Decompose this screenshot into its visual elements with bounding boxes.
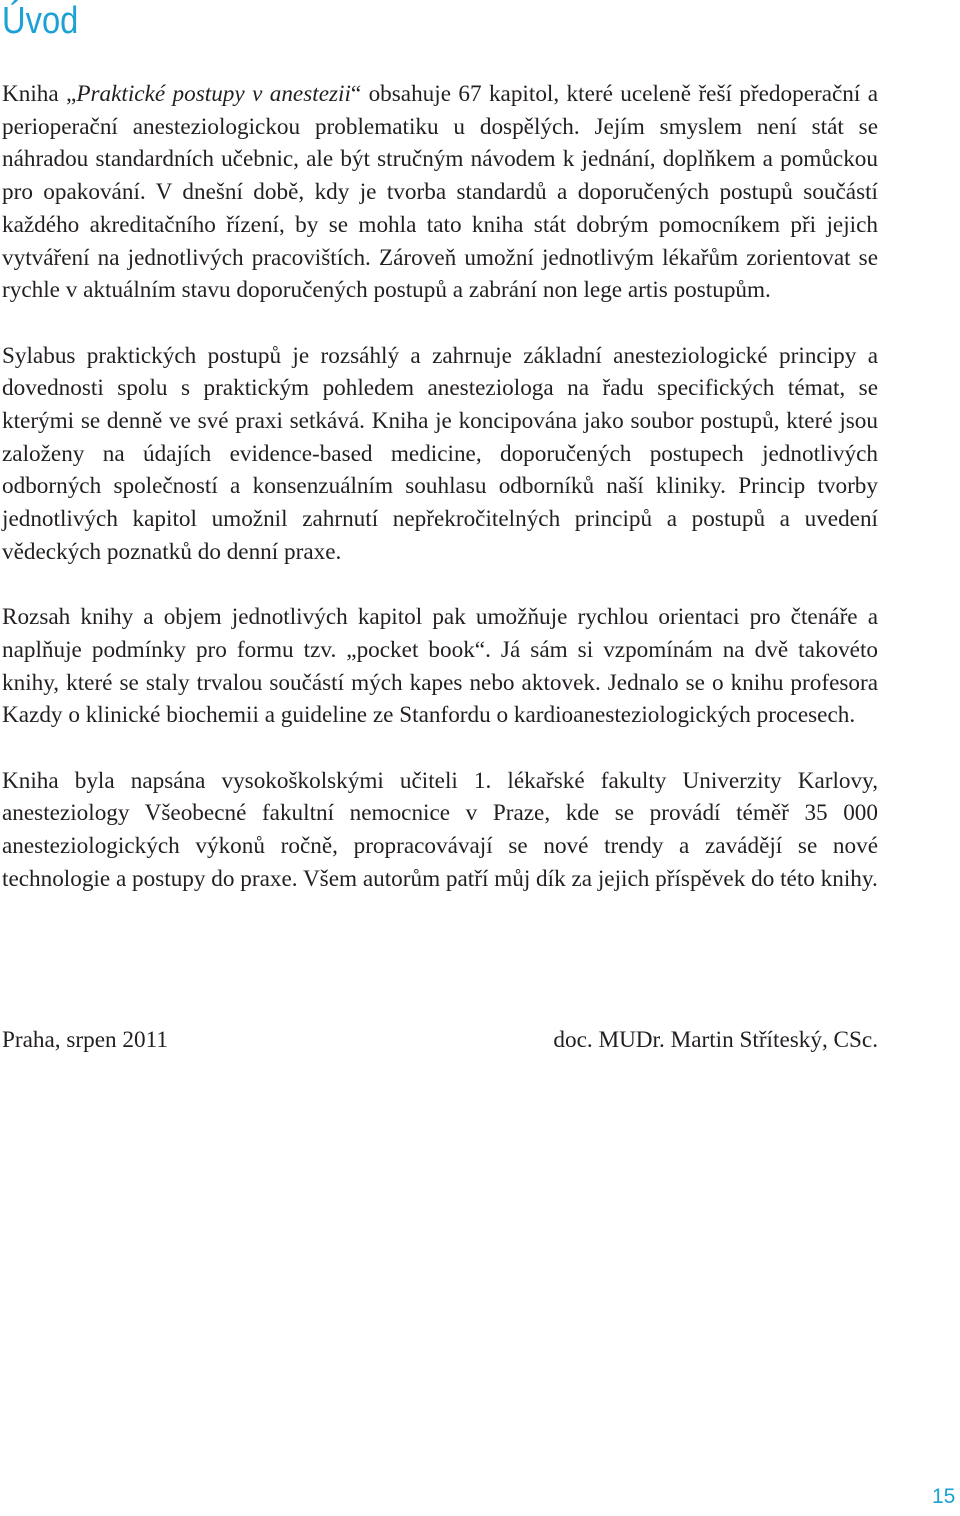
- signature-line: [2, 1024, 878, 1057]
- paragraph-intro-lead: Kniha „: [2, 81, 77, 107]
- paragraph-syllabus: Sylabus praktických postupů je rozsáhlý a zahrnuje základní anesteziologické principy a dovednosti spolu s praktickým pohledem anesteziologa na řadu specifických témat, se kterými se denně ve své praxi setkává. Kniha je koncipována jako soubor postupů, které jsou založeny na údajích evidence-based medicine, doporučených postupech jednotlivých odborných společností a konsenzuálním souhlasu odborníků naší kliniky. Princip tvorby jednotlivých kapitol umožnil zahrnutí nepřekročitelných principů a postupů a uvedení vědeckých poznatků do denní praxe.: [2, 342, 878, 565]
- paragraph-authors: Kniha byla napsána vysokoškolskými učiteli 1. lékařské fakulty Univerzity Karlovy, anesteziology Všeobecné fakultní nemocnice v Praze, kde se provádí téměř 35 000 anesteziologických výkonů ročně, propracovávají se nové trendy a zavádějí se nové technologie a postupy do praxe. Všem autorům patří můj dík za jejich příspěvek do této knihy.: [2, 767, 878, 892]
- page-number: 15: [932, 1485, 956, 1508]
- author-signature: doc. MUDr. Martin Stříteský, CSc.: [553, 1027, 878, 1053]
- paragraph-scope: Rozsah knihy a objem jednotlivých kapitol pak umožňuje rychlou orientaci pro čtenáře a naplňuje podmínky pro formu tzv. „pocket book“. Já sám si vzpomínám na dvě takovéto knihy, které se staly trvalou součástí mých kapes nebo aktovek. Jednalo se o knihu profesora Kazdy o klinické biochemii a guideline ze Stanfordu o kardioanesteziologických procesech.: [2, 604, 878, 729]
- book-title: Praktické postupy v anestezii: [76, 81, 351, 107]
- page-title: Úvod: [2, 0, 79, 42]
- place-date: Praha, srpen 2011: [2, 1027, 168, 1053]
- paragraph-intro: [2, 78, 878, 307]
- body-text: [2, 78, 878, 928]
- paragraph-intro-text: “ obsahuje 67 kapitol, které uceleně řeší předoperační a perioperační anesteziologickou problematiku u dospělých. Jejím smyslem není stát se náhradou standardních učebnic, ale být stručným návodem k jednání, doplňkem a pomůckou pro opakování. V dnešní době, kdy je tvorba standardů a doporučených postupů součástí každého akreditačního řízení, by se mohla tato kniha stát dobrým pomocníkem při jejich vytváření na jednotlivých pracovištích. Zároveň umožní jednotlivým lékařům zorientovat se rychle v aktuálním stavu doporučených postupů a zabrání non lege artis postupům.: [2, 81, 878, 304]
